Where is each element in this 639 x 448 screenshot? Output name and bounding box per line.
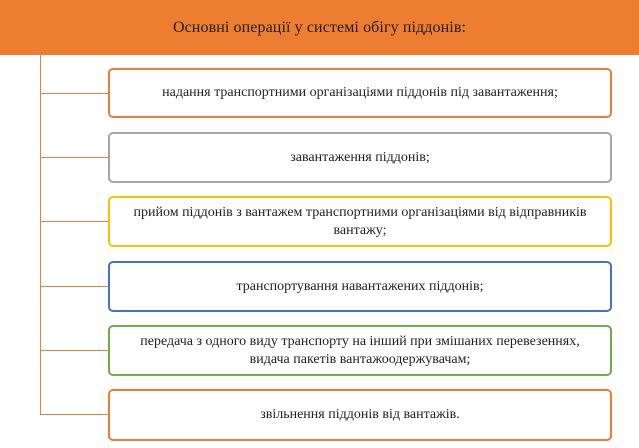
step-box-5 <box>108 325 612 376</box>
step-box-1 <box>108 68 612 118</box>
step-box-6 <box>108 389 612 441</box>
step-text-1: надання транспортними організаціями піддонів під завантаження; <box>162 85 558 100</box>
step-box-4 <box>108 261 612 312</box>
step-text-2: завантаження піддонів; <box>290 149 430 165</box>
step-text-5: передача з одного виду транспорту на інший при змішаних перевезеннях, видача пакетів вантажоодержувачам; <box>140 333 580 367</box>
step-box-3 <box>108 196 612 247</box>
diagram-header <box>0 0 639 55</box>
step-text-3: прийом піддонів з вантажем транспортними організаціями від відправників вантажу; <box>133 204 587 238</box>
step-text-6: звільнення піддонів від вантажів. <box>260 407 460 422</box>
diagram-title: Основні операції у системі обігу піддонів: <box>172 18 467 36</box>
step-text-4: транспортування навантажених піддонів; <box>236 278 484 294</box>
step-box-2 <box>108 132 612 183</box>
